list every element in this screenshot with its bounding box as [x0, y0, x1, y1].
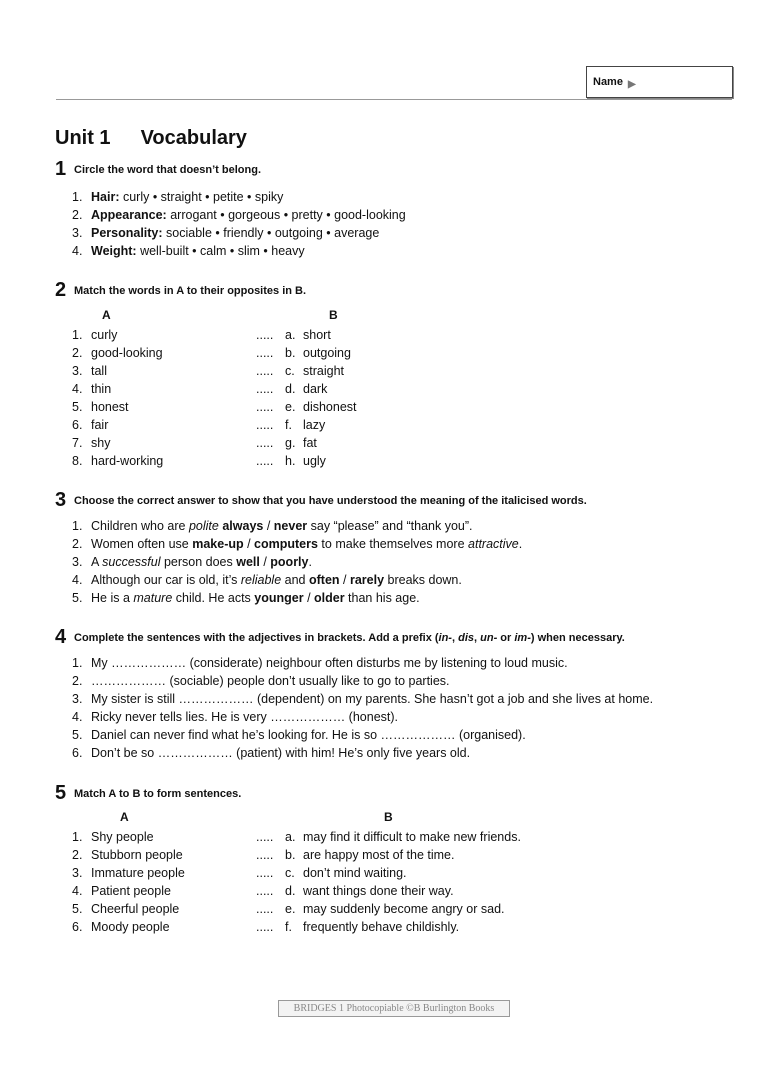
answer-blank: .....: [256, 436, 274, 450]
item-number: 4.: [72, 884, 83, 898]
match-row: [72, 416, 326, 434]
answer-blank: .....: [256, 346, 274, 360]
option-letter: a.: [285, 830, 296, 844]
name-box[interactable]: [586, 66, 733, 98]
column-b-text: are happy most of the time.: [303, 848, 455, 862]
column-a-text: thin: [91, 382, 112, 396]
item-category: Hair:: [91, 190, 120, 204]
column-b-text: may suddenly become angry or sad.: [303, 902, 505, 916]
section-number: 5: [55, 782, 67, 804]
sentence-text: A: [91, 555, 103, 569]
option-letter: d.: [285, 382, 296, 396]
answer-option: computers: [254, 537, 318, 551]
column-b-text: dark: [303, 382, 328, 396]
list-item: [72, 224, 406, 242]
list-item: [72, 517, 522, 535]
item-number: 5.: [72, 400, 83, 414]
exercise-list: [72, 654, 653, 762]
sentence-text: and: [281, 573, 309, 587]
option-letter: b.: [285, 346, 296, 360]
list-item: [72, 744, 653, 762]
unit-topic: Vocabulary: [140, 127, 247, 149]
item-number: 4.: [72, 710, 83, 724]
triangle-right-icon: ▶: [628, 79, 636, 90]
sentence-text: child. He acts: [172, 591, 255, 605]
column-b-text: lazy: [303, 418, 326, 432]
answer-blank: .....: [256, 382, 274, 396]
header-rule: [56, 99, 732, 100]
item-number: 1.: [72, 190, 83, 204]
column-a-text: Immature people: [91, 866, 185, 880]
match-row: [72, 326, 331, 344]
section-number: 2: [55, 279, 67, 301]
sentence-text: .: [308, 555, 312, 569]
answer-blank: .....: [256, 866, 274, 880]
answer-blank: .....: [256, 454, 274, 468]
item-number: 5.: [72, 902, 83, 916]
answer-option: younger: [254, 591, 304, 605]
prefix-word: im-: [514, 632, 531, 644]
sentence-text: Although our car is old, it’s: [91, 573, 241, 587]
section-number: 1: [55, 158, 67, 180]
answer-blank: .....: [256, 400, 274, 414]
option-letter: f.: [285, 920, 292, 934]
column-b-text: short: [303, 328, 331, 342]
prefix-word: in-: [438, 632, 452, 644]
list-item: [72, 654, 653, 672]
column-b-text: dishonest: [303, 400, 357, 414]
sentence-text: He is a: [91, 591, 134, 605]
section-instruction: Choose the correct answer to show that you have understood the meaning of the italicised words.: [74, 495, 587, 507]
exercise-list: [72, 188, 406, 260]
answer-option: make-up: [192, 537, 244, 551]
column-a-text: tall: [91, 364, 107, 378]
column-b-text: fat: [303, 436, 317, 450]
sentence-text: to make themselves more: [317, 537, 469, 551]
list-item: [72, 571, 522, 589]
column-a-heading: A: [102, 308, 111, 322]
option-letter: e.: [285, 902, 296, 916]
item-words: well-built • calm • slim • heavy: [140, 244, 305, 258]
column-b-text: want things done their way.: [303, 884, 454, 898]
column-a-heading: A: [120, 810, 129, 824]
column-a-text: Moody people: [91, 920, 170, 934]
answer-option: rarely: [349, 573, 385, 587]
section-instruction: [74, 632, 625, 644]
column-a-text: honest: [91, 400, 129, 414]
column-b-text: may find it difficult to make new friends.: [303, 830, 521, 844]
instruction-text: ) when necessary.: [530, 632, 625, 644]
column-b-text: ugly: [303, 454, 326, 468]
list-item: [72, 553, 522, 571]
item-number: 1.: [72, 519, 83, 533]
answer-blank: .....: [256, 920, 274, 934]
item-number: 3.: [72, 692, 83, 706]
answer-blank: .....: [256, 884, 274, 898]
column-a-text: Cheerful people: [91, 902, 180, 916]
item-number: 6.: [72, 746, 83, 760]
item-number: 6.: [72, 418, 83, 432]
sentence-text: /: [263, 519, 274, 533]
sentence-text: /: [259, 555, 271, 569]
column-a-text: good-looking: [91, 346, 163, 360]
option-letter: a.: [285, 328, 296, 342]
unit-number: Unit 1: [55, 127, 111, 149]
list-item: [72, 188, 406, 206]
sentence-text: ……………… (sociable) people don’t usually like to go to parties.: [91, 674, 450, 688]
answer-blank: .....: [256, 418, 274, 432]
list-item: [72, 672, 653, 690]
italic-word: reliable: [240, 573, 282, 587]
answer-option: older: [314, 591, 345, 605]
item-number: 4.: [72, 244, 83, 258]
italic-word: polite: [188, 519, 219, 533]
column-b-heading: B: [384, 810, 393, 824]
answer-blank: .....: [256, 364, 274, 378]
option-letter: b.: [285, 848, 296, 862]
sentence-text: than his age.: [344, 591, 420, 605]
match-row: [72, 362, 344, 380]
item-number: 3.: [72, 555, 83, 569]
prefix-word: un-: [480, 632, 498, 644]
instruction-text: or: [497, 632, 515, 644]
section-number: 3: [55, 489, 67, 511]
column-b-text: straight: [303, 364, 344, 378]
list-item: [72, 726, 653, 744]
answer-blank: .....: [256, 830, 274, 844]
match-list: [72, 828, 521, 936]
item-number: 2.: [72, 346, 83, 360]
item-category: Weight:: [91, 244, 137, 258]
answer-option: well: [236, 555, 260, 569]
match-row: [72, 344, 351, 362]
item-category: Appearance:: [91, 208, 167, 222]
footer-copyright: BRIDGES 1 Photocopiable ©B Burlington Books: [278, 1000, 510, 1017]
section-instruction: Match the words in A to their opposites in B.: [74, 285, 307, 297]
section-instruction: Circle the word that doesn’t belong.: [74, 164, 262, 176]
column-a-text: hard-working: [91, 454, 164, 468]
sentence-text: Daniel can never find what he’s looking for. He is so ……………… (organised).: [91, 728, 526, 742]
option-letter: e.: [285, 400, 296, 414]
answer-option: often: [308, 573, 340, 587]
sentence-text: say “please” and “thank you”.: [307, 519, 473, 533]
column-a-text: fair: [91, 418, 109, 432]
list-item: [72, 690, 653, 708]
list-item: [72, 206, 406, 224]
list-item: [72, 535, 522, 553]
item-words: sociable • friendly • outgoing • average: [166, 226, 380, 240]
list-item: [72, 708, 653, 726]
italic-word: mature: [133, 591, 173, 605]
match-row: [72, 398, 357, 416]
answer-option: always: [222, 519, 264, 533]
answer-option: poorly: [270, 555, 309, 569]
sentence-text: person does: [160, 555, 237, 569]
page-title: [55, 127, 247, 150]
option-letter: c.: [285, 866, 295, 880]
answer-option: never: [273, 519, 308, 533]
column-a-text: shy: [91, 436, 111, 450]
sentence-text: My ……………… (considerate) neighbour often disturbs me by listening to loud music.: [91, 656, 568, 670]
option-letter: f.: [285, 418, 292, 432]
item-number: 5.: [72, 728, 83, 742]
match-row: [72, 380, 328, 398]
match-row: [72, 864, 407, 882]
match-row: [72, 900, 505, 918]
column-a-text: Stubborn people: [91, 848, 183, 862]
item-number: 7.: [72, 436, 83, 450]
match-row: [72, 846, 455, 864]
item-number: 3.: [72, 364, 83, 378]
match-list: [72, 326, 357, 470]
section-number: 4: [55, 626, 67, 648]
column-a-text: Shy people: [91, 830, 154, 844]
sentence-text: breaks down.: [384, 573, 462, 587]
item-number: 2.: [72, 208, 83, 222]
sentence-text: Ricky never tells lies. He is very ……………… (honest).: [91, 710, 399, 724]
column-b-text: frequently behave childishly.: [303, 920, 460, 934]
option-letter: h.: [285, 454, 296, 468]
item-number: 4.: [72, 573, 83, 587]
sentence-text: /: [303, 591, 315, 605]
match-row: [72, 882, 454, 900]
option-letter: g.: [285, 436, 296, 450]
sentence-text: Don’t be so ……………… (patient) with him! He’s only five years old.: [91, 746, 471, 760]
italic-word: attractive: [468, 537, 519, 551]
option-letter: c.: [285, 364, 295, 378]
column-b-heading: B: [329, 308, 338, 322]
item-number: 6.: [72, 920, 83, 934]
sentence-text: My sister is still ……………… (dependent) on my parents. She hasn’t got a job and she lives at home.: [91, 692, 654, 706]
item-number: 8.: [72, 454, 83, 468]
item-number: 5.: [72, 591, 83, 605]
item-number: 2.: [72, 848, 83, 862]
item-number: 2.: [72, 537, 83, 551]
item-number: 2.: [72, 674, 83, 688]
item-number: 3.: [72, 226, 83, 240]
match-row: [72, 434, 317, 452]
section-instruction: Match A to B to form sentences.: [74, 788, 242, 800]
name-label: Name: [593, 76, 623, 88]
item-category: Personality:: [91, 226, 163, 240]
instruction-text: ,: [451, 632, 459, 644]
instruction-text: Complete the sentences with the adjectives in brackets. Add a prefix (: [74, 632, 439, 644]
answer-blank: .....: [256, 328, 274, 342]
match-row: [72, 452, 326, 470]
sentence-text: /: [339, 573, 350, 587]
sentence-text: /: [243, 537, 255, 551]
instruction-text: ,: [474, 632, 481, 644]
italic-word: successful: [102, 555, 161, 569]
match-row: [72, 918, 460, 936]
item-number: 1.: [72, 830, 83, 844]
prefix-word: dis: [458, 632, 475, 644]
column-a-text: Patient people: [91, 884, 171, 898]
item-number: 1.: [72, 656, 83, 670]
sentence-text: Women often use: [91, 537, 193, 551]
answer-blank: .....: [256, 848, 274, 862]
answer-blank: .....: [256, 902, 274, 916]
item-number: 3.: [72, 866, 83, 880]
column-b-text: don’t mind waiting.: [303, 866, 407, 880]
item-number: 4.: [72, 382, 83, 396]
match-row: [72, 828, 521, 846]
sentence-text: .: [518, 537, 523, 551]
item-words: arrogant • gorgeous • pretty • good-looking: [170, 208, 406, 222]
option-letter: d.: [285, 884, 296, 898]
list-item: [72, 589, 522, 607]
column-a-text: curly: [91, 328, 118, 342]
item-number: 1.: [72, 328, 83, 342]
sentence-text: Children who are: [91, 519, 189, 533]
exercise-list: [72, 517, 522, 607]
column-b-text: outgoing: [303, 346, 351, 360]
item-words: curly • straight • petite • spiky: [122, 190, 284, 204]
list-item: [72, 242, 406, 260]
